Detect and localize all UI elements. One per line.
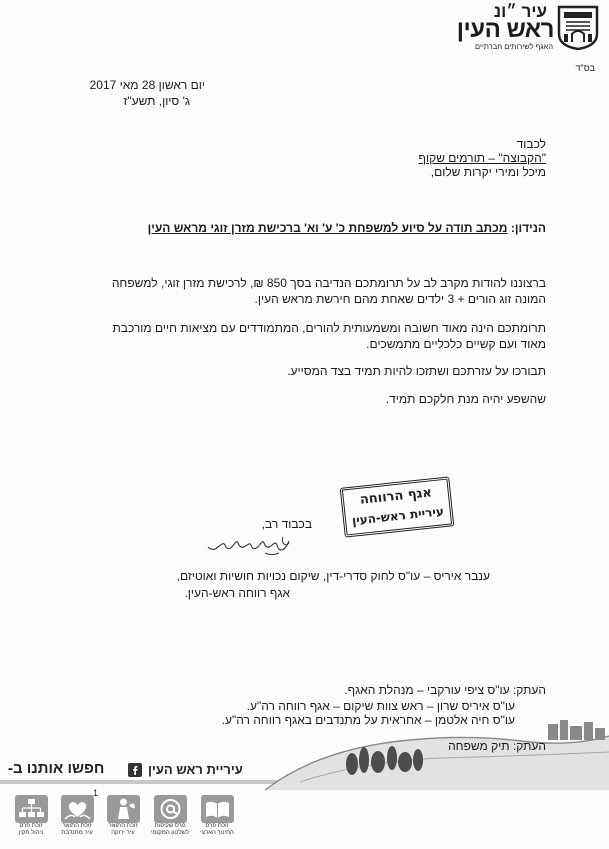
award-item — [57, 795, 97, 837]
body-line: שהשפע יהיה מנת חלקכם תמיד. — [385, 392, 546, 406]
award-item — [103, 795, 143, 837]
logo-department: האגף לשירותים חברתיים — [474, 42, 553, 51]
file-copy-label: העתק: — [512, 739, 546, 753]
award-label: החינוך הארצי — [200, 830, 234, 836]
closing: בכבוד רב, — [261, 517, 312, 531]
copy-label: העתק: — [512, 683, 546, 697]
body-line: המונה זוג הורים + 3 ילדים שאחת מהם חירשת מראש העין. — [254, 292, 546, 306]
copy-line-1 — [344, 683, 546, 697]
subject-text: מכתב תודה על סיוע למשפחת כ' ע' וא' ברכישת מזרן זוגי מראש העין — [147, 221, 508, 235]
welfare-department-stamp — [340, 476, 455, 537]
award-item — [11, 795, 51, 837]
award-item — [150, 795, 190, 837]
copy-recipient: עו"ס איריס שרון – ראש צוות שיקום – אגף רווחה רה"ע. — [246, 699, 515, 713]
page-number: 1 — [93, 788, 99, 798]
education-icon — [201, 795, 234, 823]
award-label: לשלטון המקומי — [150, 830, 190, 836]
logo-city-name: ראש העין — [456, 16, 554, 43]
copy-recipient: עו"ס ציפי עורקבי – מנהלת האגף. — [344, 683, 510, 697]
handwritten-signature — [205, 533, 295, 559]
award-label: זוכת התואר — [62, 823, 92, 829]
social-follow-text: חפשו אותנו ב- — [8, 760, 105, 777]
award-label: זוכת פרס — [205, 823, 229, 829]
at-sign-icon — [154, 795, 187, 823]
file-copy-text: תיק משפחה — [448, 739, 510, 753]
green-city-icon — [107, 795, 140, 823]
facebook-icon — [128, 763, 142, 777]
hands-icon — [61, 795, 94, 823]
subject-label: הנידון: — [510, 221, 546, 235]
social-page-name: עיריית ראש העין — [148, 762, 243, 777]
org-chart-icon — [15, 795, 48, 823]
date-gregorian: יום ראשון 28 מאי 2017 — [89, 78, 205, 92]
body-line: ברצוננו להודות מקרב לב על תרומתכם הנדיבה בסך 850 ₪, לרכישת מזרן זוגי, למשפחה — [111, 276, 546, 290]
body-line: תרומתכם הינה מאוד חשובה ומשמעותית להורים, המתמודדים עם מציאות חיים מורכבת — [112, 321, 546, 335]
signer-line-2: אגף רווחה ראש-העין. — [184, 586, 290, 600]
subject-line — [148, 221, 546, 235]
municipality-emblem-icon — [556, 4, 600, 50]
copy-recipient: עו"ס חיה אלטמן – אחראית על מתנדבים באגף רווחה רה"ע. — [221, 713, 515, 727]
file-copy-line — [448, 739, 546, 753]
body-line: מאוד ועם קשיים כלכליים מתמשכים. — [366, 337, 546, 351]
stamp-line-2: עיריית ראש-העין — [351, 504, 445, 528]
award-label: עיר ירוקה — [111, 830, 135, 836]
award-label: פרס שקיפות — [154, 823, 186, 829]
logo-top-line: עיר ״ונ — [493, 2, 547, 21]
stamp-line-1: אגף הרווחה — [359, 485, 433, 508]
recipient-org: "הקבוצה" – תורמים שקוף — [418, 151, 546, 165]
award-label: זוכת פרס — [19, 823, 43, 829]
award-label: עיר מתנדבת — [61, 830, 93, 836]
signer-line-1: ענבר איריס – עו"ס לחוק סדרי-דין, שיקום נכויות חושיות ואוטיזם, — [176, 569, 490, 583]
award-label: ניהול תקין — [18, 830, 44, 836]
recipient-to: לכבוד — [516, 137, 546, 151]
date-hebrew: ג' סיון, תשע"ז — [123, 94, 190, 108]
recipient-greeting: מיכל ומירי יקרות שלום, — [430, 165, 546, 179]
bsd-mark: בס"ד — [575, 63, 595, 73]
award-item — [197, 795, 237, 837]
body-line: תבורכו על עזרתכם ושתזכו להיות תמיד בצד המסייע. — [287, 364, 546, 378]
award-label: זוכת התואר — [108, 823, 138, 829]
